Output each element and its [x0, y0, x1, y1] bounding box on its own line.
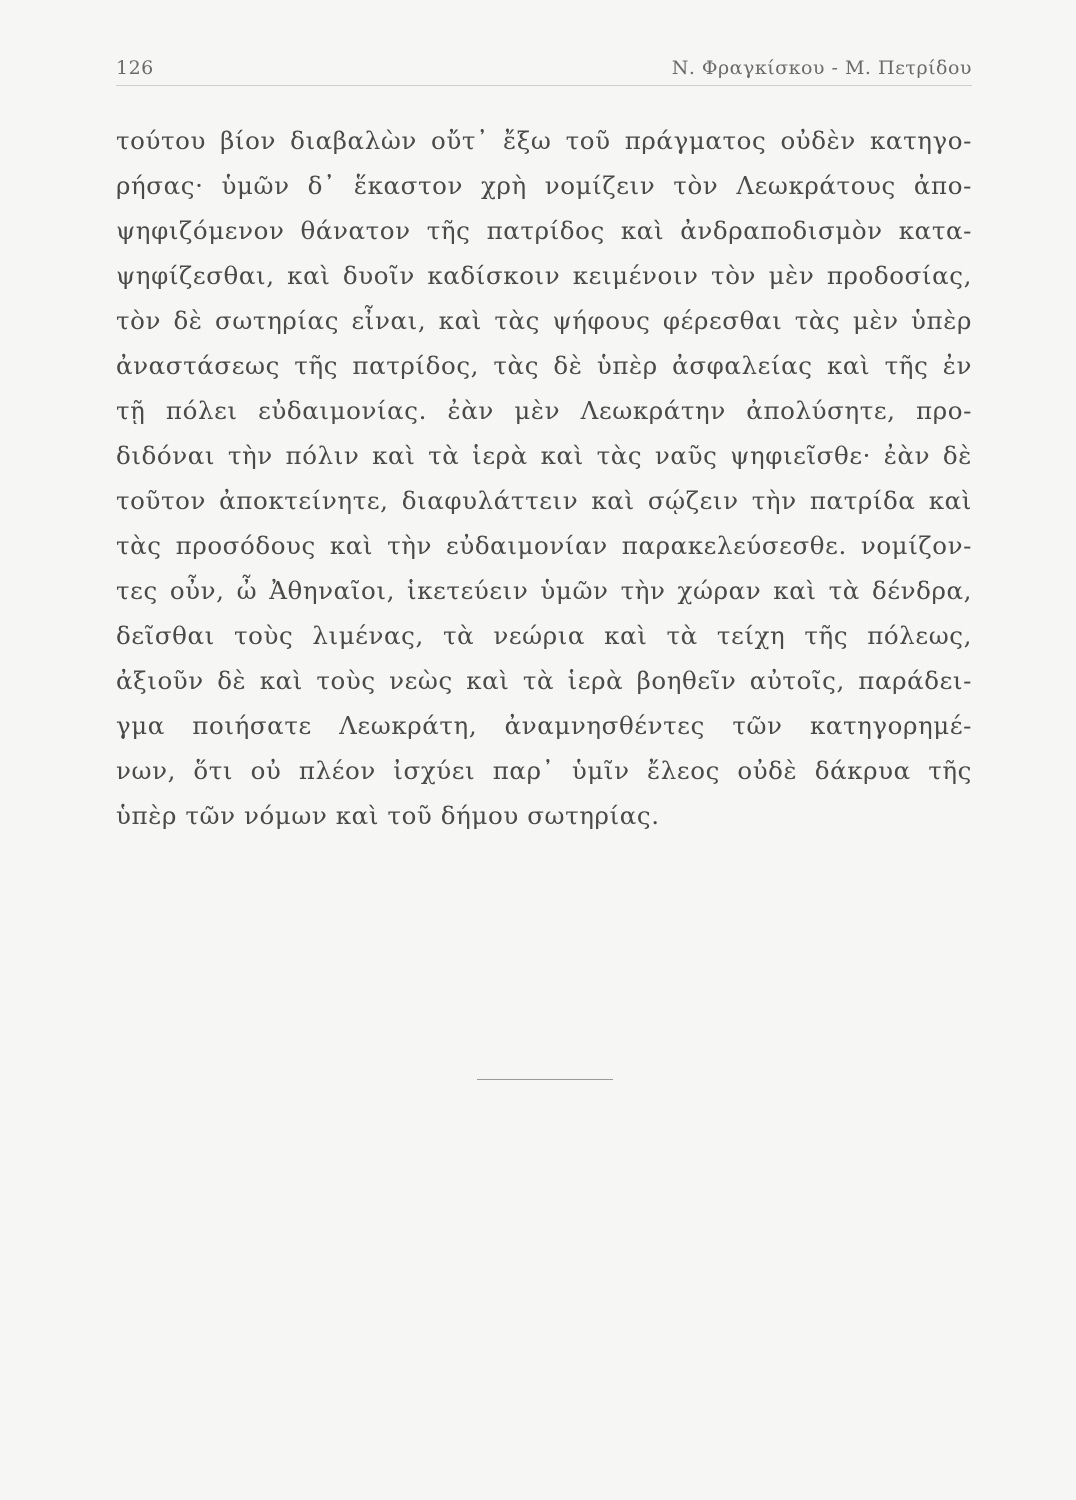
text-line: ψηφιζόμενον θάνατον τῆς πατρίδος καὶ ἀνδραποδισμὸν κατα-	[116, 216, 972, 245]
text-line: ρήσας· ὑμῶν δ᾽ ἕκαστον χρὴ νομίζειν τὸν Λεωκράτους ἀπο-	[116, 171, 972, 200]
text-line: τὰς προσόδους καὶ τὴν εὐδαιμονίαν παρακελεύσεσθε. νομίζον-	[116, 531, 972, 560]
running-head: Ν. Φραγκίσκου - Μ. Πετρίδου	[671, 57, 972, 79]
text-line: τες οὖν, ὦ Ἀθηναῖοι, ἱκετεύειν ὑμῶν τὴν χώραν καὶ τὰ δένδρα,	[116, 576, 972, 605]
body-text	[116, 118, 972, 838]
text-line: τοῦτον ἀποκτείνητε, διαφυλάττειν καὶ σῴζειν τὴν πατρίδα καὶ	[116, 486, 972, 515]
page-number: 126	[116, 57, 154, 79]
text-line: γμα ποιήσατε Λεωκράτη, ἀναμνησθέντες τῶν κατηγορημέ-	[116, 711, 972, 740]
text-line: ἀναστάσεως τῆς πατρίδος, τὰς δὲ ὑπὲρ ἀσφαλείας καὶ τῆς ἐν	[116, 351, 972, 380]
text-line: ψηφίζεσθαι, καὶ δυοῖν καδίσκοιν κειμένοιν τὸν μὲν προδοσίας,	[116, 261, 972, 290]
text-line: ἀξιοῦν δὲ καὶ τοὺς νεὼς καὶ τὰ ἱερὰ βοηθεῖν αὐτοῖς, παράδει-	[116, 666, 972, 695]
text-line-last: ὑπὲρ τῶν νόμων καὶ τοῦ δήμου σωτηρίας.	[116, 801, 660, 830]
text-line: τῇ πόλει εὐδαιμονίας. ἐὰν μὲν Λεωκράτην ἀπολύσητε, προ-	[116, 396, 972, 425]
text-line: δεῖσθαι τοὺς λιμένας, τὰ νεώρια καὶ τὰ τείχη τῆς πόλεως,	[116, 621, 972, 650]
section-end-rule	[477, 1079, 613, 1080]
text-line: διδόναι τὴν πόλιν καὶ τὰ ἱερὰ καὶ τὰς ναῦς ψηφιεῖσθε· ἐὰν δὲ	[116, 441, 972, 470]
text-line: νων, ὅτι οὐ πλέον ἰσχύει παρ᾽ ὑμῖν ἔλεος οὐδὲ δάκρυα τῆς	[116, 756, 972, 785]
page-header	[116, 55, 972, 86]
text-line: τούτου βίον διαβαλὼν οὔτ᾽ ἔξω τοῦ πράγματος οὐδὲν κατηγο-	[116, 126, 972, 155]
text-line: τὸν δὲ σωτηρίας εἶναι, καὶ τὰς ψήφους φέρεσθαι τὰς μὲν ὑπὲρ	[116, 306, 972, 335]
